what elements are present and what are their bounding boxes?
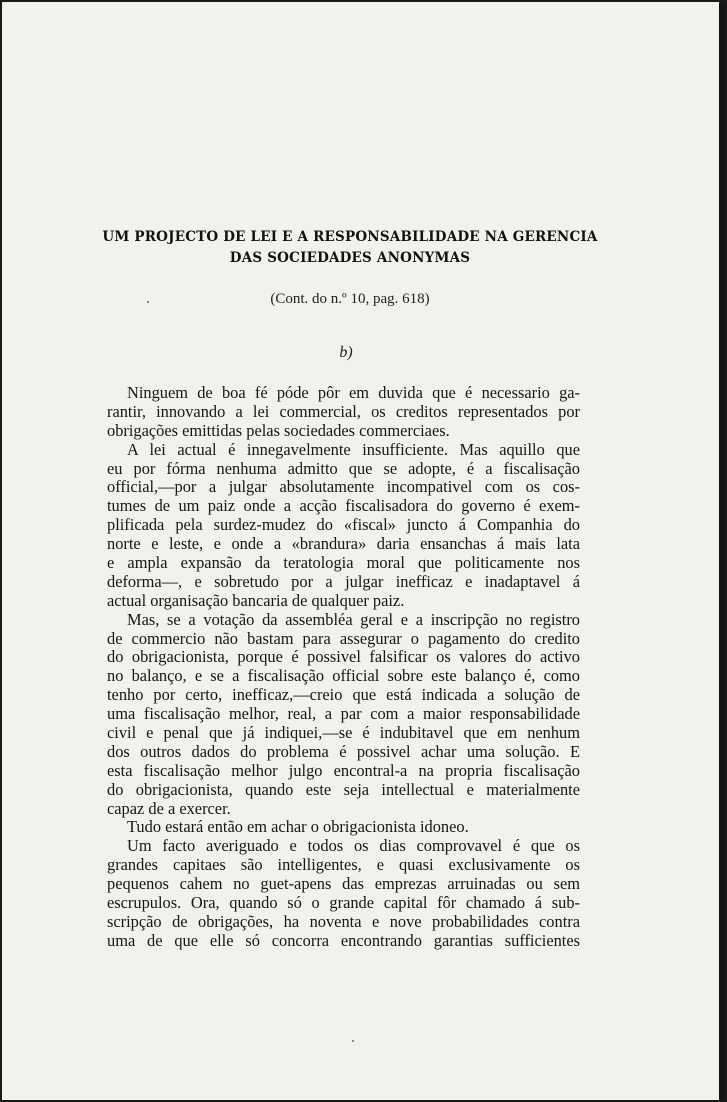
body-line: official,—por a julgar absolutamente incompativel com os cos- xyxy=(107,477,580,497)
paper-speck xyxy=(147,301,149,303)
body-line: civil e penal que já indiquei,—se é indubitavel que em nenhum xyxy=(107,723,580,743)
body-line: capaz de a exercer. xyxy=(107,798,231,818)
body-line: actual organisação bancaria de qualquer paiz. xyxy=(107,590,405,610)
body-line: no balanço, e se a fiscalisação official sobre este balanço é, como xyxy=(107,666,580,686)
article-title-line-2: DAS SOCIEDADES ANONYMAS xyxy=(229,250,471,266)
continuation-note: (Cont. do n.º 10, pag. 618) xyxy=(270,291,430,307)
paper-speck xyxy=(352,1040,354,1042)
body-line: escrupulos. Ora, quando só o grande capital fôr chamado á sub- xyxy=(107,893,580,913)
body-line: obrigações emittidas pelas sociedades commerciaes. xyxy=(107,420,450,440)
body-line: pequenos cahem no guet-apens das emprezas arruinadas ou sem xyxy=(107,874,580,894)
body-line: grandes capitaes são intelligentes, e quasi exclusivamente os xyxy=(107,855,580,875)
body-line: e ampla expansão da teratologia moral que politicamente nos xyxy=(107,553,580,573)
body-line: Ninguem de boa fé póde pôr em duvida que é necessario ga- xyxy=(127,383,580,402)
body-line: eu por fórma nenhuma admitto que se adopte, é a fiscalisação xyxy=(107,458,580,478)
body-line: do obrigacionista, quando este seja intellectual e materialmente xyxy=(107,779,580,799)
body-line: Tudo estará então em achar o obrigacionista idoneo. xyxy=(127,817,469,837)
body-line: plificada pela surdez-mudez do «fiscal» juncto á Companhia do xyxy=(107,515,580,535)
body-line: esta fiscalisação melhor julgo encontral-a na propria fiscalisação xyxy=(107,760,580,780)
body-line: rantir, innovando a lei commercial, os creditos representados por xyxy=(107,401,580,421)
body-line: tenho por certo, inefficaz,—creio que está indicada a solução de xyxy=(107,685,580,705)
article-title-line-1: UM PROJECTO DE LEI E A RESPONSABILIDADE NA GERENCIA xyxy=(102,229,598,245)
section-marker: b) xyxy=(339,344,353,361)
body-line: do obrigacionista, porque é possivel falsificar os valores do activo xyxy=(107,647,580,667)
scan-edge-shadow xyxy=(719,0,727,1102)
article-body xyxy=(107,384,580,951)
body-line: scripção de obrigações, ha noventa e nove probabilidades contra xyxy=(107,911,580,931)
body-line: A lei actual é innegavelmente insufficiente. Mas aquillo que xyxy=(127,439,580,459)
body-line: tumes de um paiz onde a acção fiscalisadora do governo é exem- xyxy=(107,496,580,516)
body-line: norte e leste, e onde a «brandura» daria ensanchas á mais lata xyxy=(107,534,580,554)
body-line: uma fiscalisação melhor, real, a par com a maior responsabilidade xyxy=(107,704,580,724)
body-line: Mas, se a votação da assembléa geral e a inscripção no registro xyxy=(127,609,580,629)
body-line: dos outros dados do problema é possivel achar uma solução. E xyxy=(107,741,580,761)
body-line: de commercio não bastam para assegurar o pagamento do credito xyxy=(107,628,580,648)
body-line: uma de que elle só concorra encontrando garantias sufficientes xyxy=(107,930,580,950)
body-line: Um facto averiguado e todos os dias comprovavel é que os xyxy=(127,836,580,856)
body-line: deforma—, e sobretudo por a julgar inefficaz e inadaptavel á xyxy=(107,571,580,591)
